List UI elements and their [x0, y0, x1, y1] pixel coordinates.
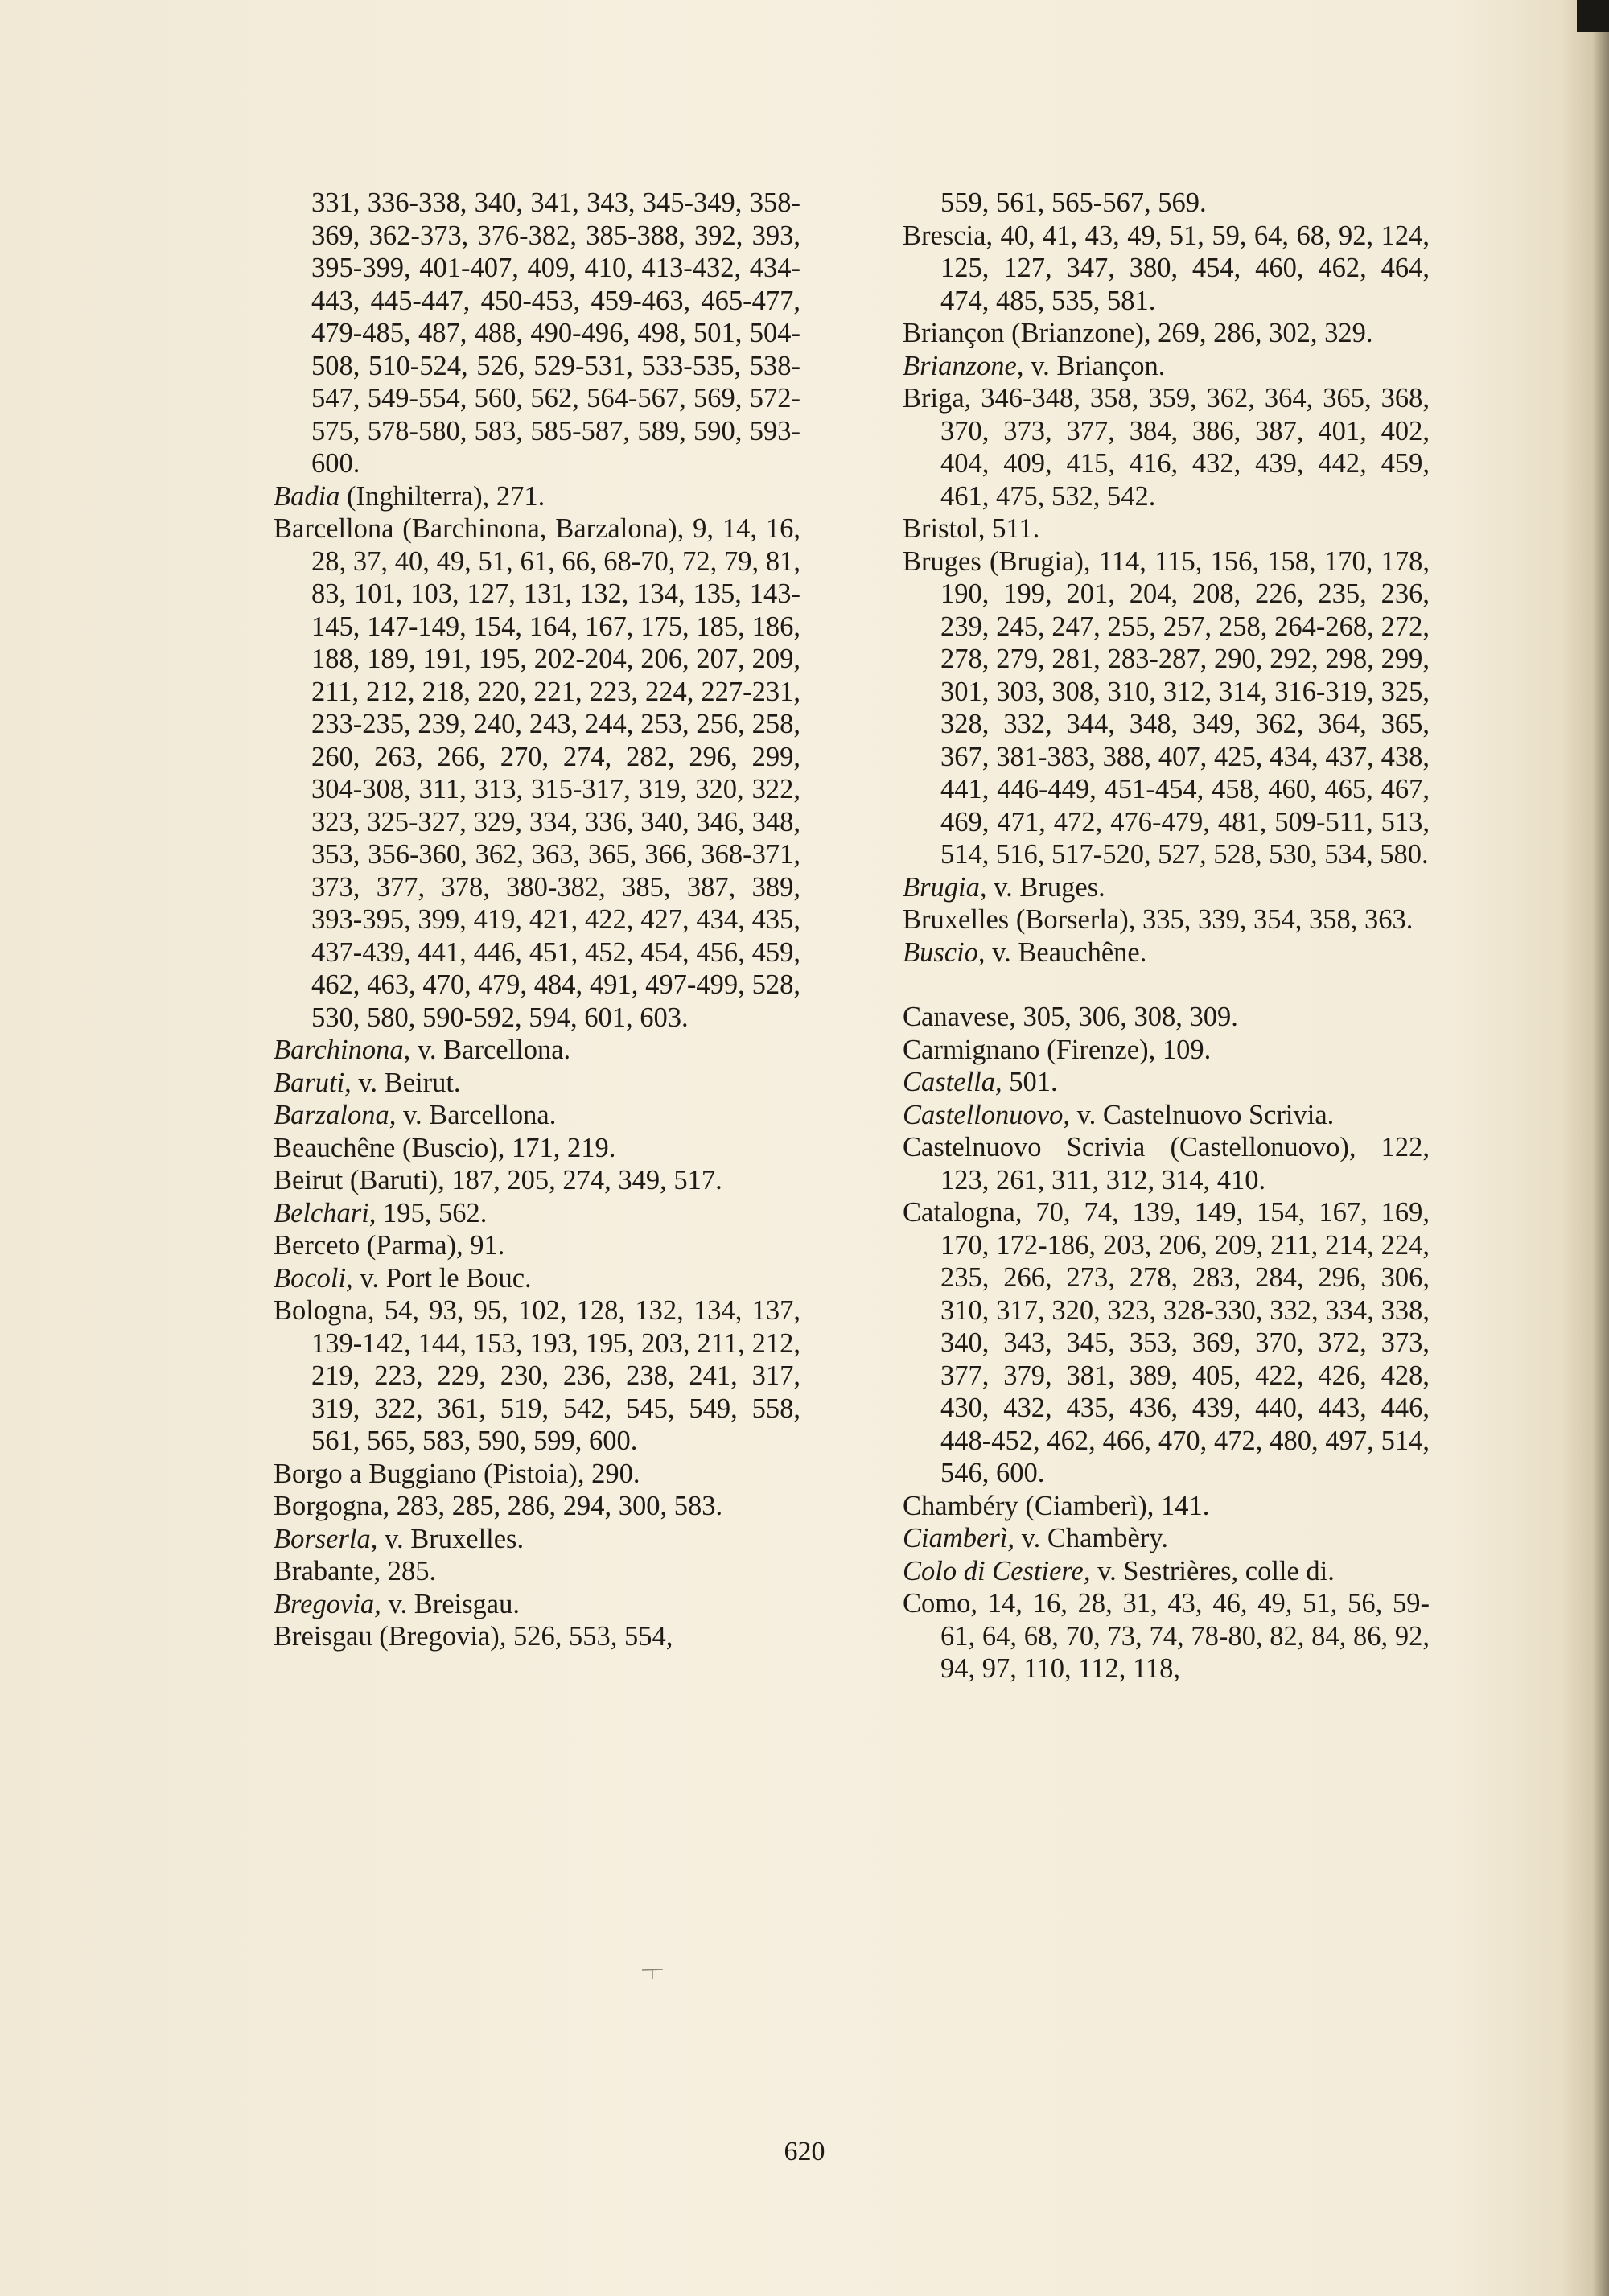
index-entry [903, 545, 1430, 871]
index-references: 54, 93, 95, 102, 128, 132, 134, 137, 139-142, 144, 153, 193, 195, 203, 211, 212, 219, 223, 229, 230, 236, 238, 241, 317, 319, 322, 361, 519, 542, 545, 549, 558, 561, 565, 583, 590, 599, 600. [311, 1295, 800, 1456]
index-references: 285. [381, 1556, 437, 1586]
index-entry [903, 220, 1430, 318]
index-entry [903, 1131, 1430, 1196]
index-entry [903, 1522, 1430, 1555]
index-entry [274, 1262, 800, 1295]
index-term: Barzalona, [274, 1100, 397, 1130]
index-references: (Inghilterra), 271. [339, 480, 545, 512]
index-term: Brugia, [903, 871, 987, 903]
index-entry [903, 1099, 1430, 1132]
index-term: Bristol, [903, 513, 986, 544]
index-references: 195, 562. [376, 1197, 488, 1228]
index-references: (Parma), 91. [360, 1230, 505, 1261]
index-references: 40, 41, 43, 49, 51, 59, 64, 68, 92, 124, 125, 127, 347, 380, 454, 460, 462, 464, 474, 485, 535, 581. [940, 220, 1430, 316]
index-entry [274, 1229, 800, 1262]
index-references: 511. [985, 513, 1040, 544]
index-term: Borgogna, [274, 1491, 390, 1521]
scan-corner [1577, 0, 1609, 32]
index-entry [274, 512, 800, 1034]
index-references: v. Breisgau. [381, 1588, 520, 1619]
index-term: Castellonuovo, [903, 1099, 1070, 1130]
index-term: Beirut [274, 1165, 344, 1195]
index-term: Bregovia, [274, 1588, 381, 1619]
index-references: v. Chambèry. [1014, 1523, 1168, 1553]
index-references: (Buscio), 171, 219. [395, 1132, 616, 1163]
index-references: (Baruti), 187, 205, 274, 349, 517. [343, 1165, 722, 1195]
index-references: v. Port le Bouc. [352, 1262, 532, 1294]
index-entry [274, 1294, 800, 1458]
index-term: Chambéry [903, 1490, 1018, 1521]
index-references: v. Briançon. [1023, 350, 1166, 381]
index-entry [903, 512, 1430, 545]
index-references: v. Castelnuovo Scrivia. [1069, 1099, 1335, 1130]
index-entry [274, 1067, 800, 1100]
index-references: (Barchinona, Barzalona), 9, 14, 16, 28, 37, 40, 49, 51, 61, 66, 68-70, 72, 79, 81, 83, 101, 103, 127, 131, 132, 134, 135, 143-145, 147-149, 154, 164, 167, 175, 185, 186, 188, 189, 191, 195, 202-204, 206, 207, 209, 211, 212, 218, 220, 221, 223, 224, 227-231, 233-235, 239, 240, 243, 244, 253, 256, 258, 260, 263, 266, 270, 274, 282, 296, 299, 304-308, 311, 313, 315-317, 319, 320, 322, 323, 325-327, 329, 334, 336, 340, 346, 348, 353, 356-360, 362, 363, 365, 366, 368-371, 373, 377, 378, 380-382, 385, 387, 389, 393-395, 399, 419, 421, 422, 427, 434, 435, 437-439, 441, 446, 451, 452, 454, 456, 459, 462, 463, 470, 479, 484, 491, 497-499, 528, 530, 580, 590-592, 594, 601, 603. [311, 513, 800, 1033]
page-edge-shadow [1591, 0, 1609, 2296]
index-references: (Pistoia), 290. [476, 1458, 640, 1489]
index-references: 283, 285, 286, 294, 300, 583. [389, 1491, 723, 1521]
index-entry [903, 317, 1430, 350]
index-entry [274, 1620, 800, 1653]
index-entry [903, 1066, 1430, 1099]
index-term: Bruges [903, 545, 981, 577]
index-entry [903, 936, 1430, 969]
index-term: Buscio, [903, 936, 986, 968]
index-entry [274, 1099, 800, 1132]
index-entry [274, 1490, 800, 1523]
index-term: Berceto [274, 1230, 360, 1261]
index-term: Carmignano [903, 1034, 1040, 1065]
index-references: v. Sestrières, colle di. [1090, 1555, 1335, 1586]
index-references: 305, 306, 308, 309. [1015, 1002, 1238, 1032]
index-references: (Castellonuovo), 122, 123, 261, 311, 312, 314, 410. [940, 1132, 1430, 1195]
index-references: 559, 561, 565-567, 569. [940, 187, 1207, 218]
index-term: Belchari, [274, 1197, 377, 1228]
index-term: Castella, [903, 1067, 1002, 1097]
index-references: 331, 336-338, 340, 341, 343, 345-349, 358-369, 362-373, 376-382, 385-388, 392, 393, 395-399, 401-407, 409, 410, 413-432, 434-443, 445-447, 450-453, 459-463, 465-477, 479-485, 487, 488, 490-496, 498, 501, 504-508, 510-524, 526, 529-531, 533-535, 538-547, 549-554, 560, 562, 564-567, 569, 572-575, 578-580, 583, 585-587, 589, 590, 593-600. [311, 187, 800, 479]
index-entry [274, 1588, 800, 1621]
index-term: Barcellona [274, 513, 394, 544]
index-references: v. Bruges. [986, 871, 1105, 903]
index-column-left [274, 187, 800, 1653]
index-entry [274, 1164, 800, 1197]
index-term: Briga, [903, 383, 972, 414]
index-entry [903, 1034, 1430, 1067]
index-references: (Firenze), 109. [1039, 1034, 1212, 1065]
index-entry [903, 382, 1430, 512]
index-references: 70, 74, 139, 149, 154, 167, 169, 170, 172-186, 203, 206, 209, 211, 214, 224, 235, 266, 273, 278, 283, 284, 296, 306, 310, 317, 320, 323, 328-330, 332, 334, 338, 340, 343, 345, 353, 369, 370, 372, 373, 377, 379, 381, 389, 405, 422, 426, 428, 430, 432, 435, 436, 439, 440, 443, 446, 448-452, 462, 466, 470, 472, 480, 497, 514, 546, 600. [940, 1197, 1430, 1488]
index-entry [903, 187, 1430, 220]
index-term: Brescia, [903, 220, 994, 251]
index-entry [274, 480, 800, 513]
index-references: v. Bruxelles. [377, 1523, 525, 1554]
index-term: Badia [274, 480, 340, 512]
index-entry [274, 1034, 800, 1067]
index-entry [903, 871, 1430, 904]
index-entry [903, 1587, 1430, 1685]
index-term: Como, [903, 1588, 977, 1619]
index-entry [274, 1458, 800, 1491]
index-entry [903, 1001, 1430, 1034]
index-term: Canavese, [903, 1002, 1016, 1032]
index-term: Borserla, [274, 1523, 378, 1554]
index-entry [903, 903, 1430, 936]
index-references: , v. Barcellona. [403, 1035, 571, 1065]
index-term: Briançon [903, 318, 1005, 348]
index-entry [903, 1196, 1430, 1490]
index-term: Barchinona [274, 1035, 404, 1065]
index-term: Brabante, [274, 1556, 381, 1586]
letter-section-gap [903, 969, 1430, 1001]
index-term: Bologna, [274, 1295, 375, 1326]
index-references: (Ciamberì), 141. [1018, 1490, 1210, 1521]
index-entry [903, 1555, 1430, 1588]
index-references: (Bregovia), 526, 553, 554, [372, 1621, 673, 1652]
index-references: 346-348, 358, 359, 362, 364, 365, 368, 370, 373, 377, 384, 386, 387, 401, 402, 404, 409, 415, 416, 432, 439, 442, 459, 461, 475, 532, 542. [940, 383, 1430, 512]
index-entry [274, 1132, 800, 1165]
index-term: Breisgau [274, 1621, 372, 1652]
index-term: Bruxelles [903, 904, 1010, 935]
index-references: (Brianzone), 269, 286, 302, 329. [1004, 318, 1373, 348]
index-term: Baruti, [274, 1067, 352, 1098]
index-references: v. Beirut. [351, 1067, 461, 1098]
index-entry [903, 1490, 1430, 1523]
page-number: 620 [784, 2137, 825, 2166]
index-references: 501. [1002, 1067, 1058, 1097]
index-references: v. Barcellona. [396, 1100, 557, 1130]
index-term: Bocoli, [274, 1262, 353, 1294]
index-entry [274, 1523, 800, 1556]
index-term: Beauchêne [274, 1132, 396, 1163]
index-term: Colo di Cestiere, [903, 1555, 1091, 1586]
index-references: (Brugia), 114, 115, 156, 158, 170, 178, 190, 199, 201, 204, 208, 226, 235, 236, 239, 245, 247, 255, 257, 258, 264-268, 272, 278, 279, 281, 283-287, 290, 292, 298, 299, 301, 303, 308, 310, 312, 314, 316-319, 325, 328, 332, 344, 348, 349, 362, 364, 365, 367, 381-383, 388, 407, 425, 434, 437, 438, 441, 446-449, 451-454, 458, 460, 465, 467, 469, 471, 472, 476-479, 481, 509-511, 513, 514, 516, 517-520, 527, 528, 530, 534, 580. [940, 545, 1430, 870]
index-column-right [903, 187, 1430, 1685]
index-term: Ciamberì, [903, 1523, 1014, 1553]
index-references: 14, 16, 28, 31, 43, 46, 49, 51, 56, 59-61, 64, 68, 70, 73, 74, 78-80, 82, 84, 86, 92, 94, 97, 110, 112, 118, [940, 1588, 1430, 1684]
index-term: Catalogna, [903, 1197, 1023, 1228]
pencil-mark [640, 1968, 665, 1981]
index-term: Brianzone, [903, 350, 1024, 381]
index-term: Castelnuovo Scrivia [903, 1132, 1146, 1162]
index-entry [274, 1197, 800, 1230]
index-entry [903, 350, 1430, 383]
index-term: Borgo a Buggiano [274, 1458, 477, 1489]
index-entry [274, 187, 800, 480]
index-references: (Borserla), 335, 339, 354, 358, 363. [1009, 904, 1414, 935]
index-references: v. Beauchêne. [985, 936, 1147, 968]
index-entry [274, 1555, 800, 1588]
